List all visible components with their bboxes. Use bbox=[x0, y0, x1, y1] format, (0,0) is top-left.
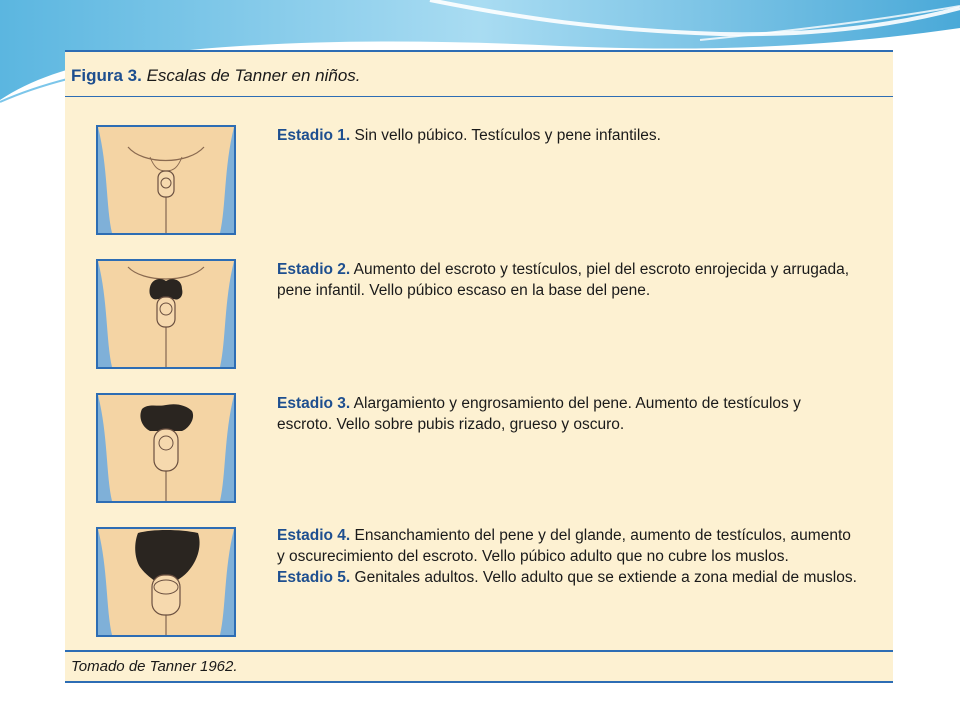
stage-4-5-text bbox=[277, 525, 857, 588]
stage-3-label: Estadio 3. bbox=[277, 395, 351, 412]
stage-5-block bbox=[277, 567, 857, 588]
stage-3-description: Alargamiento y engrosamiento del pene. Aumento de testículos y escroto. Vello sobre pubis rizado, grueso y oscuro. bbox=[277, 395, 801, 433]
title-divider bbox=[65, 96, 893, 97]
stage-1-description: Sin vello púbico. Testículos y pene infantiles. bbox=[354, 127, 661, 144]
stage-4-illustration bbox=[96, 527, 236, 637]
stage-3-text bbox=[277, 393, 857, 435]
stage-3-illustration bbox=[96, 393, 236, 503]
stage-2-label: Estadio 2. bbox=[277, 261, 351, 278]
tanner-figure bbox=[65, 50, 893, 683]
stage-5-label: Estadio 5. bbox=[277, 569, 351, 586]
stage-2-illustration bbox=[96, 259, 236, 369]
stage-2-description: Aumento del escroto y testículos, piel del escroto enrojecida y arrugada, pene infantil. Vello púbico escaso en la base del pene. bbox=[277, 261, 850, 299]
stage-4-label: Estadio 4. bbox=[277, 527, 351, 544]
figure-title bbox=[71, 66, 361, 86]
figure-source: Tomado de Tanner 1962. bbox=[71, 658, 238, 675]
stage-5-description: Genitales adultos. Vello adulto que se extiende a zona medial de muslos. bbox=[354, 569, 857, 586]
stage-4-description: Ensanchamiento del pene y del glande, aumento de testículos, aumento y oscurecimiento del escroto. Vello púbico adulto que no cubre los muslos. bbox=[277, 527, 851, 565]
stage-1-text bbox=[277, 125, 857, 146]
stage-4-block bbox=[277, 525, 857, 567]
figure-title-text: Escalas de Tanner en niños. bbox=[146, 66, 361, 85]
stage-2-text bbox=[277, 259, 857, 301]
stage-1-illustration bbox=[96, 125, 236, 235]
source-divider bbox=[65, 650, 893, 652]
stage-1-label: Estadio 1. bbox=[277, 127, 351, 144]
figure-label: Figura 3. bbox=[71, 66, 142, 85]
